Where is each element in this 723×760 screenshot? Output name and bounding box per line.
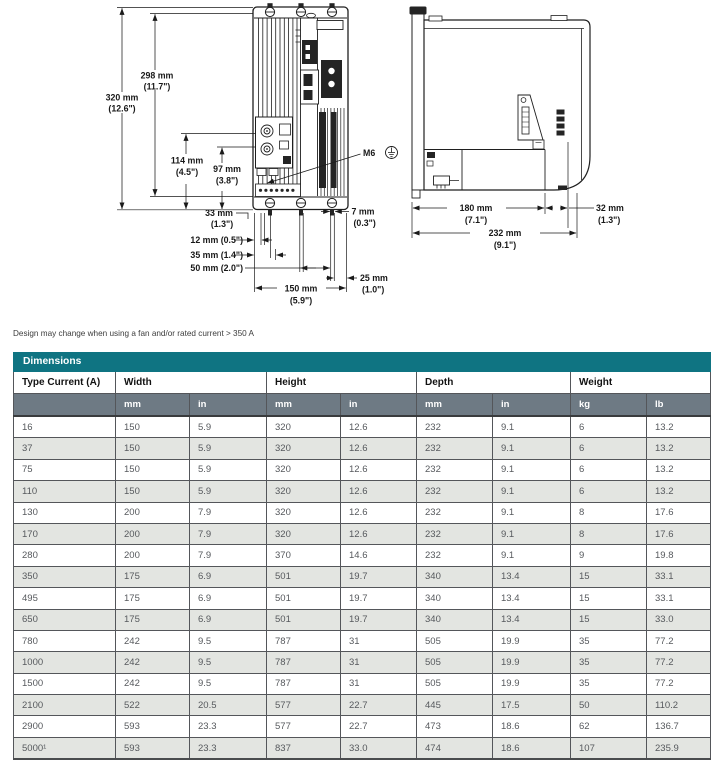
value-cell: 33.0 bbox=[341, 737, 417, 759]
value-cell: 150 bbox=[116, 459, 190, 480]
design-note: Design may change when using a fan and/or rated current > 350 A bbox=[13, 329, 255, 338]
value-cell: 787 bbox=[267, 630, 341, 651]
value-cell: 232 bbox=[417, 523, 493, 544]
value-cell: 242 bbox=[116, 652, 190, 673]
value-cell: 9.1 bbox=[493, 481, 571, 502]
table-title: Dimensions bbox=[14, 353, 711, 372]
value-cell: 593 bbox=[116, 737, 190, 759]
type-current-cell: 5000¹ bbox=[14, 737, 116, 759]
unit-header-weight-lb: lb bbox=[647, 394, 711, 417]
value-cell: 13.2 bbox=[647, 416, 711, 438]
value-cell: 8 bbox=[571, 502, 647, 523]
value-cell: 232 bbox=[417, 545, 493, 566]
type-current-cell: 1000 bbox=[14, 652, 116, 673]
value-cell: 6 bbox=[571, 481, 647, 502]
type-current-cell: 1500 bbox=[14, 673, 116, 694]
table-row bbox=[14, 588, 711, 609]
value-cell: 6 bbox=[571, 459, 647, 480]
value-cell: 175 bbox=[116, 609, 190, 630]
dim-width-total: 150 mm bbox=[284, 283, 318, 294]
dimensions-table-body bbox=[14, 416, 711, 759]
value-cell: 340 bbox=[417, 588, 493, 609]
unit-header-height-mm: mm bbox=[267, 394, 341, 417]
dim-depth-body: 180 mm bbox=[459, 203, 493, 213]
front-view-device bbox=[253, 3, 348, 215]
dim-depth-total: 232 mm bbox=[488, 228, 522, 238]
value-cell: 18.6 bbox=[493, 716, 571, 737]
value-cell: 200 bbox=[116, 545, 190, 566]
front-view-dimensions bbox=[106, 8, 398, 306]
value-cell: 6.9 bbox=[190, 588, 267, 609]
value-cell: 150 bbox=[116, 438, 190, 459]
value-cell: 320 bbox=[267, 502, 341, 523]
value-cell: 13.2 bbox=[647, 481, 711, 502]
value-cell: 593 bbox=[116, 716, 190, 737]
value-cell: 31 bbox=[341, 630, 417, 651]
value-cell: 320 bbox=[267, 438, 341, 459]
value-cell: 320 bbox=[267, 481, 341, 502]
value-cell: 6.9 bbox=[190, 566, 267, 587]
dim-slot-7: 7 mm bbox=[351, 206, 375, 217]
value-cell: 7.9 bbox=[190, 502, 267, 523]
value-cell: 787 bbox=[267, 652, 341, 673]
dim-offset-33-in: (1.3") bbox=[210, 219, 234, 229]
value-cell: 474 bbox=[417, 737, 493, 759]
value-cell: 501 bbox=[267, 609, 341, 630]
value-cell: 110.2 bbox=[647, 695, 711, 716]
value-cell: 6.9 bbox=[190, 609, 267, 630]
value-cell: 33.1 bbox=[647, 566, 711, 587]
table-row bbox=[14, 737, 711, 759]
value-cell: 12.6 bbox=[341, 481, 417, 502]
value-cell: 17.6 bbox=[647, 502, 711, 523]
type-current-cell: 650 bbox=[14, 609, 116, 630]
table-row bbox=[14, 673, 711, 694]
value-cell: 50 bbox=[571, 695, 647, 716]
value-cell: 15 bbox=[571, 588, 647, 609]
value-cell: 175 bbox=[116, 588, 190, 609]
dim-offset-25: 25 mm bbox=[360, 273, 388, 283]
value-cell: 8 bbox=[571, 523, 647, 544]
value-cell: 5.9 bbox=[190, 481, 267, 502]
value-cell: 200 bbox=[116, 502, 190, 523]
table-row bbox=[14, 566, 711, 587]
value-cell: 20.5 bbox=[190, 695, 267, 716]
value-cell: 23.3 bbox=[190, 716, 267, 737]
value-cell: 235.9 bbox=[647, 737, 711, 759]
unit-header-depth-mm: mm bbox=[417, 394, 493, 417]
dim-depth-body-in: (7.1") bbox=[464, 215, 488, 225]
table-row bbox=[14, 502, 711, 523]
dim-height-total-in: (12.6") bbox=[108, 103, 136, 114]
value-cell: 13.4 bbox=[493, 566, 571, 587]
value-cell: 9.1 bbox=[493, 416, 571, 438]
ground-screw-label: M6 bbox=[363, 148, 376, 158]
value-cell: 242 bbox=[116, 673, 190, 694]
value-cell: 9.1 bbox=[493, 502, 571, 523]
value-cell: 7.9 bbox=[190, 523, 267, 544]
value-cell: 501 bbox=[267, 588, 341, 609]
value-cell: 242 bbox=[116, 630, 190, 651]
value-cell: 19.7 bbox=[341, 566, 417, 587]
value-cell: 9.1 bbox=[493, 459, 571, 480]
value-cell: 232 bbox=[417, 459, 493, 480]
type-current-cell: 75 bbox=[14, 459, 116, 480]
unit-header-blank bbox=[14, 394, 116, 417]
value-cell: 340 bbox=[417, 609, 493, 630]
type-current-cell: 780 bbox=[14, 630, 116, 651]
value-cell: 19.8 bbox=[647, 545, 711, 566]
table-title-row bbox=[14, 353, 711, 372]
table-unit-header-row bbox=[14, 394, 711, 417]
value-cell: 9.1 bbox=[493, 545, 571, 566]
value-cell: 9.1 bbox=[493, 523, 571, 544]
value-cell: 12.6 bbox=[341, 438, 417, 459]
value-cell: 837 bbox=[267, 737, 341, 759]
type-current-cell: 2100 bbox=[14, 695, 116, 716]
value-cell: 9 bbox=[571, 545, 647, 566]
value-cell: 150 bbox=[116, 416, 190, 438]
table-group-header-row bbox=[14, 372, 711, 394]
dim-depth-total-in: (9.1") bbox=[493, 240, 517, 250]
value-cell: 35 bbox=[571, 652, 647, 673]
value-cell: 340 bbox=[417, 566, 493, 587]
value-cell: 31 bbox=[341, 673, 417, 694]
dim-height-conn1: 114 mm bbox=[170, 155, 204, 166]
value-cell: 577 bbox=[267, 716, 341, 737]
value-cell: 232 bbox=[417, 438, 493, 459]
value-cell: 19.9 bbox=[493, 673, 571, 694]
dim-height-total: 320 mm bbox=[105, 92, 139, 103]
dim-depth-front: 32 mm bbox=[596, 203, 624, 213]
value-cell: 13.2 bbox=[647, 459, 711, 480]
value-cell: 9.5 bbox=[190, 652, 267, 673]
table-row bbox=[14, 523, 711, 544]
value-cell: 13.4 bbox=[493, 588, 571, 609]
value-cell: 23.3 bbox=[190, 737, 267, 759]
value-cell: 505 bbox=[417, 630, 493, 651]
value-cell: 501 bbox=[267, 566, 341, 587]
value-cell: 19.7 bbox=[341, 609, 417, 630]
table-row bbox=[14, 481, 711, 502]
value-cell: 77.2 bbox=[647, 630, 711, 651]
table-row bbox=[14, 695, 711, 716]
dim-width-total-in: (5.9") bbox=[289, 295, 313, 306]
value-cell: 19.9 bbox=[493, 630, 571, 651]
value-cell: 320 bbox=[267, 416, 341, 438]
value-cell: 200 bbox=[116, 523, 190, 544]
unit-header-weight-kg: kg bbox=[571, 394, 647, 417]
table-row bbox=[14, 630, 711, 651]
type-current-cell: 280 bbox=[14, 545, 116, 566]
value-cell: 473 bbox=[417, 716, 493, 737]
unit-header-height-in: in bbox=[341, 394, 417, 417]
value-cell: 13.4 bbox=[493, 609, 571, 630]
dim-height-conn2: 97 mm bbox=[213, 164, 241, 174]
connector-module bbox=[256, 117, 293, 176]
value-cell: 33.1 bbox=[647, 588, 711, 609]
type-current-cell: 2900 bbox=[14, 716, 116, 737]
value-cell: 370 bbox=[267, 545, 341, 566]
type-current-cell: 37 bbox=[14, 438, 116, 459]
col-header-depth: Depth bbox=[417, 372, 571, 394]
col-header-height: Height bbox=[267, 372, 417, 394]
value-cell: 77.2 bbox=[647, 673, 711, 694]
value-cell: 14.6 bbox=[341, 545, 417, 566]
value-cell: 5.9 bbox=[190, 459, 267, 480]
value-cell: 232 bbox=[417, 416, 493, 438]
dim-height-body: 298 mm bbox=[140, 70, 174, 81]
value-cell: 12.6 bbox=[341, 459, 417, 480]
value-cell: 77.2 bbox=[647, 652, 711, 673]
value-cell: 22.7 bbox=[341, 716, 417, 737]
value-cell: 107 bbox=[571, 737, 647, 759]
unit-header-width-mm: mm bbox=[116, 394, 190, 417]
table-row bbox=[14, 609, 711, 630]
value-cell: 9.1 bbox=[493, 438, 571, 459]
value-cell: 13.2 bbox=[647, 438, 711, 459]
value-cell: 22.7 bbox=[341, 695, 417, 716]
value-cell: 5.9 bbox=[190, 438, 267, 459]
dimensions-table bbox=[13, 352, 711, 760]
value-cell: 577 bbox=[267, 695, 341, 716]
value-cell: 19.7 bbox=[341, 588, 417, 609]
value-cell: 12.6 bbox=[341, 523, 417, 544]
col-header-weight: Weight bbox=[571, 372, 711, 394]
value-cell: 19.9 bbox=[493, 652, 571, 673]
dim-offset-50: 50 mm (2.0") bbox=[190, 263, 243, 273]
value-cell: 18.6 bbox=[493, 737, 571, 759]
table-row bbox=[14, 438, 711, 459]
value-cell: 35 bbox=[571, 630, 647, 651]
dim-offset-12: 12 mm (0.5") bbox=[190, 235, 243, 245]
table-row bbox=[14, 545, 711, 566]
value-cell: 6 bbox=[571, 416, 647, 438]
value-cell: 17.5 bbox=[493, 695, 571, 716]
type-current-cell: 170 bbox=[14, 523, 116, 544]
type-current-cell: 16 bbox=[14, 416, 116, 438]
value-cell: 6 bbox=[571, 438, 647, 459]
value-cell: 15 bbox=[571, 609, 647, 630]
value-cell: 320 bbox=[267, 459, 341, 480]
value-cell: 12.6 bbox=[341, 416, 417, 438]
col-header-width: Width bbox=[116, 372, 267, 394]
dim-depth-front-in: (1.3") bbox=[598, 215, 621, 225]
side-view-device bbox=[410, 7, 591, 199]
terminal-strip bbox=[256, 184, 301, 197]
value-cell: 522 bbox=[116, 695, 190, 716]
value-cell: 9.5 bbox=[190, 630, 267, 651]
table-row bbox=[14, 716, 711, 737]
unit-header-width-in: in bbox=[190, 394, 267, 417]
value-cell: 150 bbox=[116, 481, 190, 502]
value-cell: 33.0 bbox=[647, 609, 711, 630]
dim-height-conn1-in: (4.5") bbox=[175, 167, 199, 177]
value-cell: 136.7 bbox=[647, 716, 711, 737]
ground-symbol-icon bbox=[386, 147, 398, 159]
type-current-cell: 130 bbox=[14, 502, 116, 523]
value-cell: 175 bbox=[116, 566, 190, 587]
value-cell: 35 bbox=[571, 673, 647, 694]
type-current-cell: 495 bbox=[14, 588, 116, 609]
table-row bbox=[14, 652, 711, 673]
col-header-type-current: Type Current (A) bbox=[14, 372, 116, 394]
value-cell: 505 bbox=[417, 673, 493, 694]
dim-height-body-in: (11.7") bbox=[143, 81, 171, 92]
table-row bbox=[14, 416, 711, 438]
technical-drawings bbox=[0, 0, 723, 348]
value-cell: 445 bbox=[417, 695, 493, 716]
value-cell: 232 bbox=[417, 502, 493, 523]
value-cell: 12.6 bbox=[341, 502, 417, 523]
value-cell: 320 bbox=[267, 523, 341, 544]
value-cell: 7.9 bbox=[190, 545, 267, 566]
value-cell: 5.9 bbox=[190, 416, 267, 438]
value-cell: 787 bbox=[267, 673, 341, 694]
dim-height-conn2-in: (3.8") bbox=[215, 175, 239, 186]
unit-header-depth-in: in bbox=[493, 394, 571, 417]
value-cell: 232 bbox=[417, 481, 493, 502]
value-cell: 31 bbox=[341, 652, 417, 673]
dim-offset-35: 35 mm (1.4") bbox=[190, 250, 243, 260]
value-cell: 9.5 bbox=[190, 673, 267, 694]
dim-offset-33: 33 mm bbox=[205, 208, 233, 218]
value-cell: 15 bbox=[571, 566, 647, 587]
table-row bbox=[14, 459, 711, 480]
value-cell: 62 bbox=[571, 716, 647, 737]
value-cell: 505 bbox=[417, 652, 493, 673]
value-cell: 17.6 bbox=[647, 523, 711, 544]
type-current-cell: 110 bbox=[14, 481, 116, 502]
dim-offset-25-in: (1.0") bbox=[362, 284, 385, 295]
dim-slot-7-in: (0.3") bbox=[353, 218, 376, 228]
type-current-cell: 350 bbox=[14, 566, 116, 587]
